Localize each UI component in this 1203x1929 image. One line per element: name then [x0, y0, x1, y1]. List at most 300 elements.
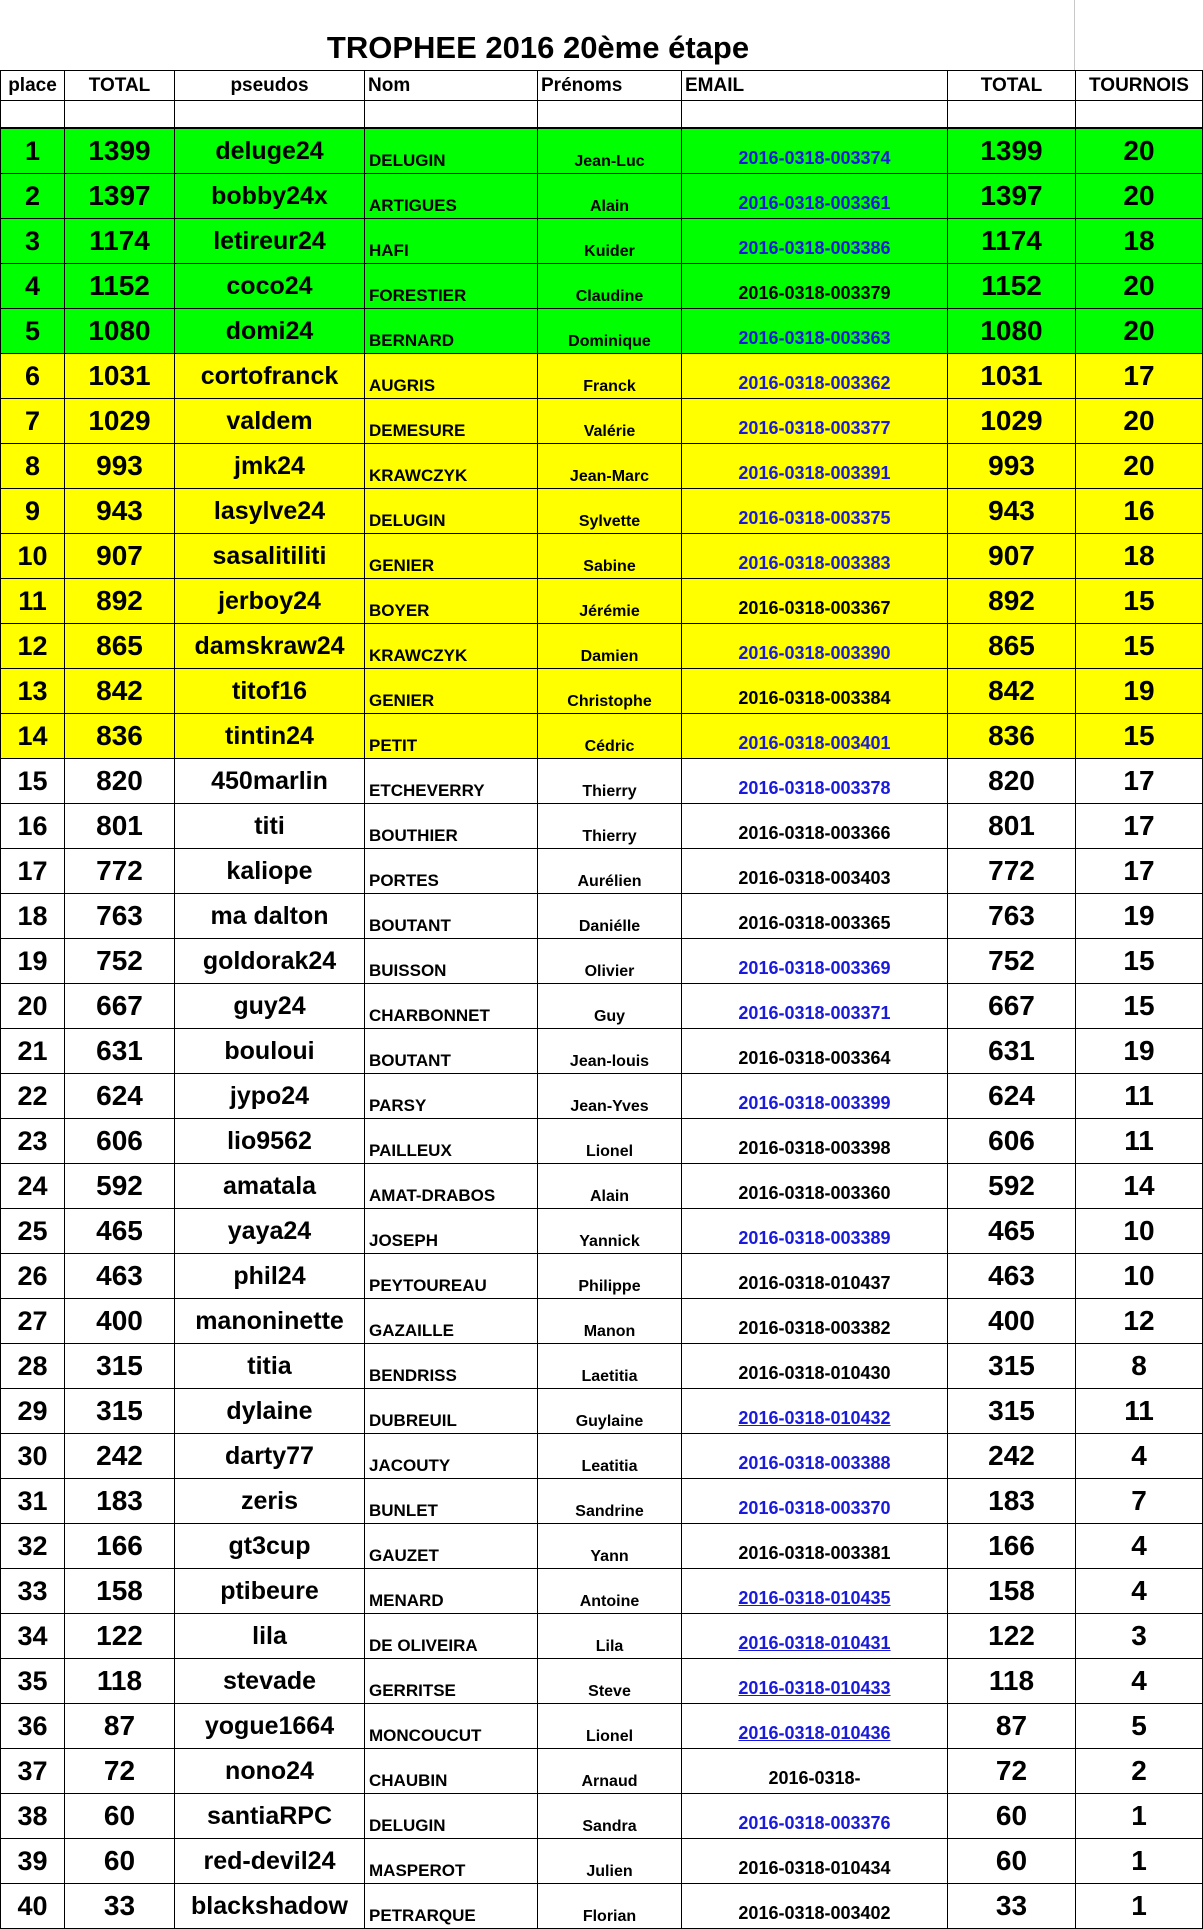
table-row [1, 1074, 1203, 1119]
total-repeat-cell: 33 [948, 1884, 1076, 1929]
empty-cell [682, 101, 948, 129]
pseudo-cell: tintin24 [175, 714, 365, 759]
email-cell: 2016-0318-003362 [682, 354, 948, 399]
prenom-cell: Franck [538, 354, 682, 399]
nom-cell: CHARBONNET [365, 984, 538, 1029]
prenom-cell: Daniélle [538, 894, 682, 939]
nom-cell: HAFI [365, 219, 538, 264]
place-cell: 29 [1, 1389, 65, 1434]
total-repeat-cell: 592 [948, 1164, 1076, 1209]
place-cell: 37 [1, 1749, 65, 1794]
total-cell: 158 [65, 1569, 175, 1614]
total-repeat-cell: 907 [948, 534, 1076, 579]
nom-cell: GENIER [365, 669, 538, 714]
total-cell: 400 [65, 1299, 175, 1344]
pseudo-cell: titof16 [175, 669, 365, 714]
prenom-cell: Lila [538, 1614, 682, 1659]
total-repeat-cell: 667 [948, 984, 1076, 1029]
prenom-cell: Sabine [538, 534, 682, 579]
prenom-cell: Jérémie [538, 579, 682, 624]
empty-cell [175, 101, 365, 129]
pseudo-cell: lila [175, 1614, 365, 1659]
email-cell: 2016-0318-003383 [682, 534, 948, 579]
total-cell: 33 [65, 1884, 175, 1929]
prenom-cell: Steve [538, 1659, 682, 1704]
total-cell: 631 [65, 1029, 175, 1074]
table-row [1, 128, 1203, 174]
pseudo-cell: blackshadow [175, 1884, 365, 1929]
table-row [1, 174, 1203, 219]
nom-cell: BUISSON [365, 939, 538, 984]
pseudo-cell: phil24 [175, 1254, 365, 1299]
pseudo-cell: jypo24 [175, 1074, 365, 1119]
email-cell[interactable]: 2016-0318-010433 [682, 1659, 948, 1704]
prenom-cell: Sandrine [538, 1479, 682, 1524]
tournois-cell: 20 [1076, 264, 1203, 309]
total-repeat-cell: 166 [948, 1524, 1076, 1569]
nom-cell: MONCOUCUT [365, 1704, 538, 1749]
table-row [1, 1524, 1203, 1569]
pseudo-cell: amatala [175, 1164, 365, 1209]
table-row [1, 759, 1203, 804]
place-cell: 16 [1, 804, 65, 849]
email-cell: 2016-0318-003377 [682, 399, 948, 444]
table-row [1, 1614, 1203, 1659]
nom-cell: AUGRIS [365, 354, 538, 399]
table-row [1, 1254, 1203, 1299]
total-repeat-cell: 1397 [948, 174, 1076, 219]
total-repeat-cell: 820 [948, 759, 1076, 804]
pseudo-cell: coco24 [175, 264, 365, 309]
tournois-cell: 7 [1076, 1479, 1203, 1524]
pseudo-cell: stevade [175, 1659, 365, 1704]
table-row [1, 1884, 1203, 1929]
place-cell: 21 [1, 1029, 65, 1074]
tournois-cell: 19 [1076, 1029, 1203, 1074]
nom-cell: DELUGIN [365, 128, 538, 174]
place-cell: 1 [1, 128, 65, 174]
prenom-cell: Christophe [538, 669, 682, 714]
email-cell: 2016-0318-003365 [682, 894, 948, 939]
total-repeat-cell: 1029 [948, 399, 1076, 444]
total-repeat-cell: 772 [948, 849, 1076, 894]
tournois-cell: 19 [1076, 894, 1203, 939]
total-repeat-cell: 836 [948, 714, 1076, 759]
prenom-cell: Arnaud [538, 1749, 682, 1794]
nom-cell: GENIER [365, 534, 538, 579]
nom-cell: GAZAILLE [365, 1299, 538, 1344]
nom-cell: PAILLEUX [365, 1119, 538, 1164]
total-repeat-cell: 118 [948, 1659, 1076, 1704]
place-cell: 2 [1, 174, 65, 219]
total-repeat-cell: 1399 [948, 128, 1076, 174]
prenom-cell: Alain [538, 174, 682, 219]
total-repeat-cell: 60 [948, 1839, 1076, 1884]
nom-cell: PETIT [365, 714, 538, 759]
total-repeat-cell: 1031 [948, 354, 1076, 399]
pseudo-cell: 450marlin [175, 759, 365, 804]
tournois-cell: 11 [1076, 1119, 1203, 1164]
place-cell: 10 [1, 534, 65, 579]
table-row [1, 579, 1203, 624]
prenom-cell: Sandra [538, 1794, 682, 1839]
spacer-row [1, 101, 1203, 129]
total-repeat-cell: 892 [948, 579, 1076, 624]
nom-cell: BERNARD [365, 309, 538, 354]
prenom-cell: Thierry [538, 804, 682, 849]
tournois-cell: 4 [1076, 1524, 1203, 1569]
nom-cell: DELUGIN [365, 489, 538, 534]
ranking-table [0, 70, 1203, 1929]
email-cell[interactable]: 2016-0318-010435 [682, 1569, 948, 1614]
prenom-cell: Jean-Marc [538, 444, 682, 489]
pseudo-cell: kaliope [175, 849, 365, 894]
pseudo-cell: ptibeure [175, 1569, 365, 1614]
pseudo-cell: darty77 [175, 1434, 365, 1479]
pseudo-cell: cortofranck [175, 354, 365, 399]
total-repeat-cell: 158 [948, 1569, 1076, 1614]
nom-cell: PEYTOUREAU [365, 1254, 538, 1299]
total-repeat-cell: 752 [948, 939, 1076, 984]
total-repeat-cell: 624 [948, 1074, 1076, 1119]
place-cell: 4 [1, 264, 65, 309]
place-cell: 5 [1, 309, 65, 354]
nom-cell: BOUTANT [365, 894, 538, 939]
nom-cell: ARTIGUES [365, 174, 538, 219]
total-cell: 606 [65, 1119, 175, 1164]
table-row [1, 1704, 1203, 1749]
total-cell: 772 [65, 849, 175, 894]
total-cell: 820 [65, 759, 175, 804]
empty-cell [1, 101, 65, 129]
total-cell: 1152 [65, 264, 175, 309]
email-cell: 2016-0318-003403 [682, 849, 948, 894]
total-cell: 315 [65, 1344, 175, 1389]
place-cell: 8 [1, 444, 65, 489]
email-cell: 2016-0318-003378 [682, 759, 948, 804]
nom-cell: PORTES [365, 849, 538, 894]
place-cell: 24 [1, 1164, 65, 1209]
page-title: TROPHEE 2016 20ème étape [326, 30, 750, 65]
pseudo-cell: lasylve24 [175, 489, 365, 534]
email-cell: 2016-0318-003386 [682, 219, 948, 264]
place-cell: 14 [1, 714, 65, 759]
email-cell: 2016-0318-010430 [682, 1344, 948, 1389]
header-nom: Nom [365, 71, 538, 101]
prenom-cell: Valérie [538, 399, 682, 444]
tournois-cell: 15 [1076, 939, 1203, 984]
total-cell: 1029 [65, 399, 175, 444]
tournois-cell: 1 [1076, 1884, 1203, 1929]
tournois-cell: 20 [1076, 128, 1203, 174]
email-cell: 2016-0318-003379 [682, 264, 948, 309]
prenom-cell: Florian [538, 1884, 682, 1929]
total-repeat-cell: 242 [948, 1434, 1076, 1479]
nom-cell: AMAT-DRABOS [365, 1164, 538, 1209]
place-cell: 18 [1, 894, 65, 939]
tournois-cell: 4 [1076, 1659, 1203, 1704]
email-cell: 2016-0318-003361 [682, 174, 948, 219]
pseudo-cell: nono24 [175, 1749, 365, 1794]
place-cell: 36 [1, 1704, 65, 1749]
table-row [1, 264, 1203, 309]
nom-cell: DE OLIVEIRA [365, 1614, 538, 1659]
pseudo-cell: jerboy24 [175, 579, 365, 624]
prenom-cell: Thierry [538, 759, 682, 804]
tournois-cell: 16 [1076, 489, 1203, 534]
total-repeat-cell: 465 [948, 1209, 1076, 1254]
tournois-cell: 11 [1076, 1074, 1203, 1119]
header-total-2: TOTAL [948, 71, 1076, 101]
place-cell: 6 [1, 354, 65, 399]
prenom-cell: Lionel [538, 1119, 682, 1164]
email-cell: 2016-0318-003370 [682, 1479, 948, 1524]
nom-cell: BENDRISS [365, 1344, 538, 1389]
place-cell: 9 [1, 489, 65, 534]
place-cell: 35 [1, 1659, 65, 1704]
pseudo-cell: santiaRPC [175, 1794, 365, 1839]
total-repeat-cell: 463 [948, 1254, 1076, 1299]
pseudo-cell: guy24 [175, 984, 365, 1029]
prenom-cell: Yannick [538, 1209, 682, 1254]
total-cell: 624 [65, 1074, 175, 1119]
tournois-cell: 18 [1076, 219, 1203, 264]
pseudo-cell: manoninette [175, 1299, 365, 1344]
tournois-cell: 10 [1076, 1254, 1203, 1299]
tournois-cell: 15 [1076, 624, 1203, 669]
nom-cell: GAUZET [365, 1524, 538, 1569]
email-cell: 2016-0318-003402 [682, 1884, 948, 1929]
place-cell: 32 [1, 1524, 65, 1569]
total-repeat-cell: 87 [948, 1704, 1076, 1749]
nom-cell: MASPEROT [365, 1839, 538, 1884]
email-cell: 2016-0318-003391 [682, 444, 948, 489]
table-row [1, 1659, 1203, 1704]
nom-cell: GERRITSE [365, 1659, 538, 1704]
email-cell: 2016-0318-003398 [682, 1119, 948, 1164]
table-row [1, 399, 1203, 444]
email-cell: 2016-0318-003381 [682, 1524, 948, 1569]
nom-cell: BOUTANT [365, 1029, 538, 1074]
tournois-cell: 3 [1076, 1614, 1203, 1659]
place-cell: 26 [1, 1254, 65, 1299]
nom-cell: PETRARQUE [365, 1884, 538, 1929]
pseudo-cell: damskraw24 [175, 624, 365, 669]
table-row [1, 1794, 1203, 1839]
total-repeat-cell: 943 [948, 489, 1076, 534]
tournois-cell: 5 [1076, 1704, 1203, 1749]
prenom-cell: Jean-Yves [538, 1074, 682, 1119]
prenom-cell: Olivier [538, 939, 682, 984]
email-cell: 2016-0318-003366 [682, 804, 948, 849]
tournois-cell: 2 [1076, 1749, 1203, 1794]
tournois-cell: 10 [1076, 1209, 1203, 1254]
tournois-cell: 15 [1076, 579, 1203, 624]
pseudo-cell: sasalitiliti [175, 534, 365, 579]
place-cell: 34 [1, 1614, 65, 1659]
pseudo-cell: jmk24 [175, 444, 365, 489]
tournois-cell: 8 [1076, 1344, 1203, 1389]
nom-cell: FORESTIER [365, 264, 538, 309]
total-cell: 60 [65, 1794, 175, 1839]
total-cell: 72 [65, 1749, 175, 1794]
table-row [1, 1434, 1203, 1479]
nom-cell: DEMESURE [365, 399, 538, 444]
total-repeat-cell: 183 [948, 1479, 1076, 1524]
total-cell: 166 [65, 1524, 175, 1569]
tournois-cell: 20 [1076, 444, 1203, 489]
prenom-cell: Claudine [538, 264, 682, 309]
total-cell: 1080 [65, 309, 175, 354]
place-cell: 22 [1, 1074, 65, 1119]
email-cell[interactable]: 2016-0318-010436 [682, 1704, 948, 1749]
total-repeat-cell: 60 [948, 1794, 1076, 1839]
table-row [1, 1749, 1203, 1794]
total-repeat-cell: 72 [948, 1749, 1076, 1794]
tournois-cell: 1 [1076, 1794, 1203, 1839]
tournois-cell: 4 [1076, 1569, 1203, 1614]
prenom-cell: Jean-Luc [538, 128, 682, 174]
total-cell: 1031 [65, 354, 175, 399]
total-repeat-cell: 1152 [948, 264, 1076, 309]
total-repeat-cell: 606 [948, 1119, 1076, 1164]
email-cell: 2016-0318-003382 [682, 1299, 948, 1344]
total-cell: 1397 [65, 174, 175, 219]
table-row [1, 849, 1203, 894]
nom-cell: DELUGIN [365, 1794, 538, 1839]
email-cell: 2016-0318-003360 [682, 1164, 948, 1209]
tournois-cell: 15 [1076, 984, 1203, 1029]
pseudo-cell: yaya24 [175, 1209, 365, 1254]
table-row [1, 669, 1203, 714]
total-cell: 463 [65, 1254, 175, 1299]
pseudo-cell: gt3cup [175, 1524, 365, 1569]
prenom-cell: Julien [538, 1839, 682, 1884]
place-cell: 38 [1, 1794, 65, 1839]
place-cell: 7 [1, 399, 65, 444]
table-row [1, 714, 1203, 759]
prenom-cell: Manon [538, 1299, 682, 1344]
email-cell: 2016-0318-003367 [682, 579, 948, 624]
table-row [1, 1209, 1203, 1254]
tournois-cell: 20 [1076, 309, 1203, 354]
nom-cell: CHAUBIN [365, 1749, 538, 1794]
prenom-cell: Aurélien [538, 849, 682, 894]
place-cell: 39 [1, 1839, 65, 1884]
place-cell: 40 [1, 1884, 65, 1929]
prenom-cell: Philippe [538, 1254, 682, 1299]
header-pseudos: pseudos [175, 71, 365, 101]
email-cell: 2016-0318-003376 [682, 1794, 948, 1839]
email-cell[interactable]: 2016-0318-010431 [682, 1614, 948, 1659]
tournois-cell: 12 [1076, 1299, 1203, 1344]
tournois-cell: 15 [1076, 714, 1203, 759]
place-cell: 15 [1, 759, 65, 804]
total-repeat-cell: 631 [948, 1029, 1076, 1074]
table-row [1, 984, 1203, 1029]
pseudo-cell: red-devil24 [175, 1839, 365, 1884]
prenom-cell: Guylaine [538, 1389, 682, 1434]
place-cell: 17 [1, 849, 65, 894]
total-cell: 315 [65, 1389, 175, 1434]
place-cell: 20 [1, 984, 65, 1029]
total-repeat-cell: 842 [948, 669, 1076, 714]
place-cell: 27 [1, 1299, 65, 1344]
total-repeat-cell: 801 [948, 804, 1076, 849]
header-row [1, 71, 1203, 101]
pseudo-cell: goldorak24 [175, 939, 365, 984]
email-cell: 2016-0318-010434 [682, 1839, 948, 1884]
pseudo-cell: titi [175, 804, 365, 849]
email-cell: 2016-0318-003389 [682, 1209, 948, 1254]
place-cell: 11 [1, 579, 65, 624]
nom-cell: JOSEPH [365, 1209, 538, 1254]
prenom-cell: Antoine [538, 1569, 682, 1614]
total-repeat-cell: 315 [948, 1344, 1076, 1389]
header-place: place [1, 71, 65, 101]
nom-cell: MENARD [365, 1569, 538, 1614]
total-cell: 465 [65, 1209, 175, 1254]
empty-cell [1076, 101, 1203, 129]
table-row [1, 1569, 1203, 1614]
pseudo-cell: titia [175, 1344, 365, 1389]
tournois-cell: 20 [1076, 399, 1203, 444]
table-row [1, 939, 1203, 984]
table-row [1, 1344, 1203, 1389]
empty-cell [65, 101, 175, 129]
total-cell: 907 [65, 534, 175, 579]
email-cell: 2016-0318-003369 [682, 939, 948, 984]
table-row [1, 354, 1203, 399]
table-row [1, 624, 1203, 669]
table-row [1, 1164, 1203, 1209]
pseudo-cell: dylaine [175, 1389, 365, 1434]
prenom-cell: Yann [538, 1524, 682, 1569]
prenom-cell: Dominique [538, 309, 682, 354]
nom-cell: DUBREUIL [365, 1389, 538, 1434]
email-cell[interactable]: 2016-0318-010432 [682, 1389, 948, 1434]
header-tournois: TOURNOIS [1076, 71, 1203, 101]
empty-cell [365, 101, 538, 129]
tournois-cell: 4 [1076, 1434, 1203, 1479]
place-cell: 3 [1, 219, 65, 264]
place-cell: 31 [1, 1479, 65, 1524]
place-cell: 12 [1, 624, 65, 669]
prenom-cell: Damien [538, 624, 682, 669]
email-cell: 2016-0318-003390 [682, 624, 948, 669]
pseudo-cell: valdem [175, 399, 365, 444]
total-cell: 87 [65, 1704, 175, 1749]
table-row [1, 804, 1203, 849]
email-cell: 2016-0318- [682, 1749, 948, 1794]
tournois-cell: 1 [1076, 1839, 1203, 1884]
total-cell: 752 [65, 939, 175, 984]
email-cell: 2016-0318-010437 [682, 1254, 948, 1299]
header-total: TOTAL [65, 71, 175, 101]
total-cell: 60 [65, 1839, 175, 1884]
tournois-cell: 18 [1076, 534, 1203, 579]
table-row [1, 1029, 1203, 1074]
pseudo-cell: domi24 [175, 309, 365, 354]
pseudo-cell: bouloui [175, 1029, 365, 1074]
tournois-cell: 17 [1076, 354, 1203, 399]
pseudo-cell: bobby24x [175, 174, 365, 219]
table-row [1, 219, 1203, 264]
total-repeat-cell: 763 [948, 894, 1076, 939]
total-repeat-cell: 993 [948, 444, 1076, 489]
prenom-cell: Sylvette [538, 489, 682, 534]
prenom-cell: Guy [538, 984, 682, 1029]
